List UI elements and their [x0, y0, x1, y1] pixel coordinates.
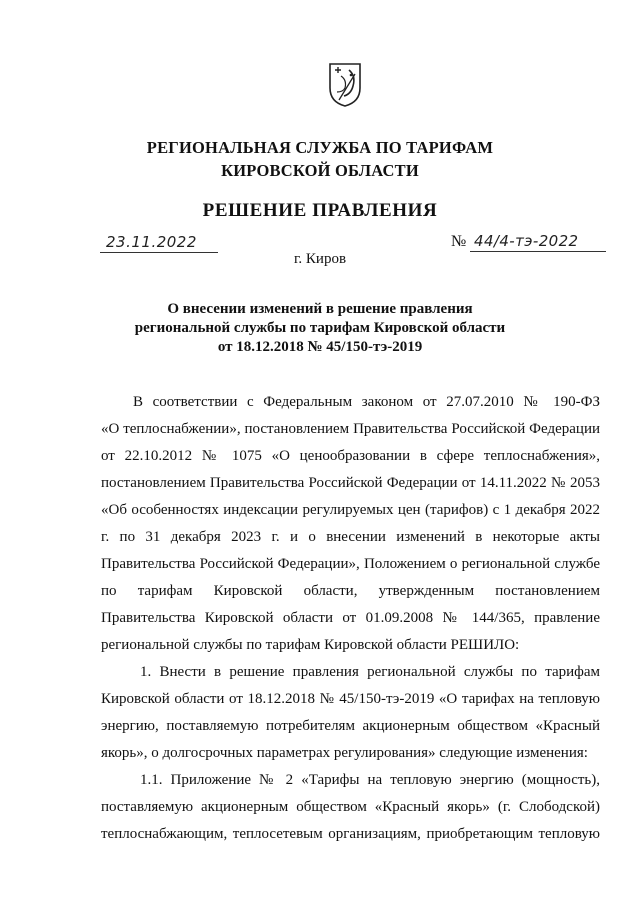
decision-date: 23.11.2022 — [100, 233, 218, 253]
body-line: от 22.10.2012 № 1075 «О ценообразовании в сфере теплоснабжения», — [101, 448, 600, 464]
body-line: поставляемую акционерным обществом «Красный якорь» (г. Слободской) — [101, 799, 600, 815]
body-line: В соответствии с Федеральным законом от 27.07.2010 № 190-ФЗ — [133, 394, 600, 410]
body-line: «Об особенностях индексации регулируемых цен (тарифов) с 1 декабря 2022 — [101, 502, 600, 518]
body-line: по тарифам Кировской области, утвержденным постановлением — [101, 583, 600, 599]
decision-number-block — [451, 232, 606, 252]
body-line: Правительства Кировской области от 01.09.2008 № 144/365, правление — [101, 610, 600, 626]
body-line: постановлением Правительства Российской Федерации от 14.11.2022 № 2053 — [101, 475, 600, 491]
body-line: «О теплоснабжении», постановлением Правительства Российской Федерации — [101, 421, 600, 437]
decision-title: РЕШЕНИЕ ПРАВЛЕНИЯ — [202, 200, 438, 221]
decision-number: 44/4-тэ-2022 — [470, 232, 606, 252]
body-line: Правительства Российской Федерации», Положением о региональной службе — [101, 556, 600, 572]
organization-name-line1: РЕГИОНАЛЬНАЯ СЛУЖБА ПО ТАРИФАМ — [146, 138, 494, 157]
body-line: теплоснабжающим, теплосетевым организациям, приобретающим тепловую — [101, 826, 600, 842]
body-line: г. по 31 декабря 2023 г. и о внесении изменений в некоторые акты — [101, 529, 600, 545]
body-line: 1.1. Приложение № 2 «Тарифы на тепловую энергию (мощность), — [140, 772, 600, 788]
city-name: г. Киров — [293, 251, 347, 267]
body-line: якорь», о долгосрочных параметрах регулирования» следующие изменения: — [101, 745, 588, 761]
coat-of-arms-emblem — [327, 62, 363, 108]
body-line: 1. Внести в решение правления региональной службы по тарифам — [140, 664, 600, 680]
body-text — [101, 389, 600, 848]
subject-line2: региональной службы по тарифам Кировской области — [134, 320, 506, 336]
subject-line3: от 18.12.2018 № 45/150-тэ-2019 — [217, 339, 423, 355]
number-sign: № — [451, 233, 467, 250]
organization-name-line2: КИРОВСКОЙ ОБЛАСТИ — [221, 161, 419, 180]
body-line: региональной службы по тарифам Кировской области РЕШИЛО: — [101, 637, 520, 653]
body-line: энергию, поставляемую потребителям акционерным обществом «Красный — [101, 718, 600, 734]
subject-line1: О внесении изменений в решение правления — [167, 301, 473, 317]
body-line: Кировской области от 18.12.2018 № 45/150-тэ-2019 «О тарифах на тепловую — [101, 691, 600, 707]
